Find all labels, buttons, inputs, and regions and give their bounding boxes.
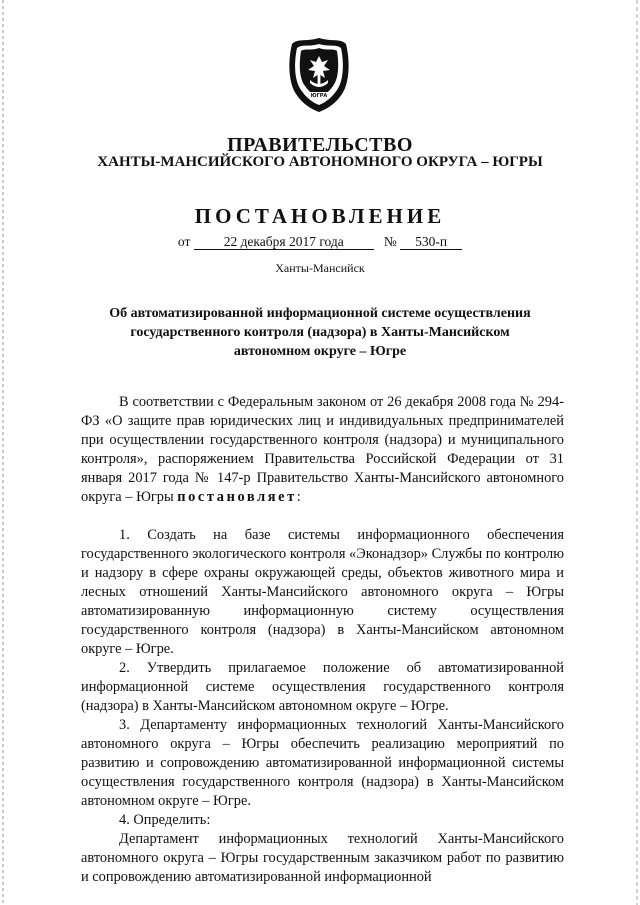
preamble-text: В соответствии с Федеральным законом от 26 декабря 2008 года № 294-ФЗ «О защите прав юридических лиц и индивидуальных предпринимателей при осуществлении государственного контроля (надзора) и муниципального контроля», распоряжением Правительства Российской Федерации от 31 января 2017 года № 147-р Правительство Ханты-Мансийского автономного округа – Югры: [81, 394, 564, 505]
clause-4-text: Департамент информационных технологий Ханты-Мансийского автономного округа – Югры государственным заказчиком работ по развитию и сопровождению автоматизированной информационной: [81, 831, 564, 885]
subject-line: Об автоматизированной информационной системе осуществления: [109, 306, 531, 321]
preamble-paragraph: [81, 393, 564, 507]
document-body: [81, 393, 564, 887]
number-sign: №: [383, 234, 397, 249]
city-name: Ханты-Мансийск: [275, 261, 365, 275]
region-title: ХАНТЫ-МАНСИЙСКОГО АВТОНОМНОГО ОКРУГА – ЮГРЫ: [97, 154, 543, 170]
svg-text:ЮГРА: ЮГРА: [310, 93, 328, 100]
coat-of-arms-emblem: [284, 36, 354, 114]
date-prefix: от: [177, 234, 191, 249]
document-date: 22 декабря 2017 года: [194, 234, 374, 250]
resolution-colon: :: [296, 489, 301, 505]
date-number-line: [0, 234, 640, 250]
document-subject: [88, 304, 552, 361]
subject-line: государственного контроля (надзора) в Ханты-Мансийском: [130, 325, 510, 340]
subject-line: автономном округе – Югре: [233, 344, 407, 359]
clause-1: 1. Создать на базе системы информационного обеспечения государственного экологического контроля «Эконадзор» Службы по контролю и надзору в сфере охраны окружающей среды, объектов животного мира и лесных отношений Ханты-Мансийского автономного округа – Югры автоматизированную информационную систему осуществления государственного контроля (надзора) в Ханты-Мансийском автономном округе – Югре.: [81, 527, 564, 657]
clause-3: 3. Департаменту информационных технологий Ханты-Мансийского автономного округа – Югры обеспечить реализацию мероприятий по развитию и сопровождению автоматизированной информационной системы осуществления государственного контроля (надзора) в Ханты-Мансийском автономном округе – Югре.: [81, 717, 564, 809]
document-type: ПОСТАНОВЛЕНИЕ: [194, 204, 446, 228]
government-title: ПРАВИТЕЛЬСТВО: [227, 134, 413, 156]
resolution-word: постановляет: [177, 489, 297, 505]
clause-2: 2. Утвердить прилагаемое положение об автоматизированной информационной системе осуществления государственного контроля (надзора) в Ханты-Мансийском автономном округе – Югре.: [81, 660, 564, 714]
document-number: 530-п: [400, 234, 462, 250]
clause-4: 4. Определить:: [119, 812, 211, 828]
